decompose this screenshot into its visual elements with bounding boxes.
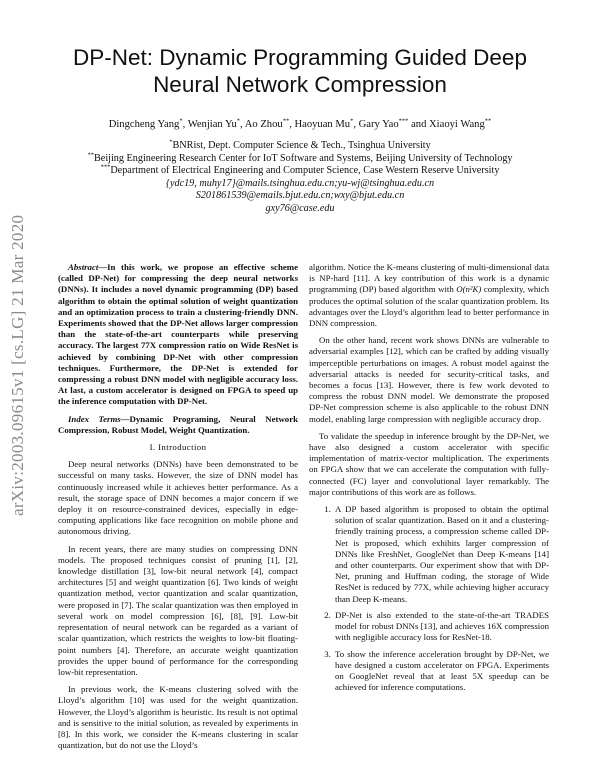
author-mark: ** [484, 117, 492, 125]
body-paragraph [309, 262, 549, 329]
paragraph-text: complexity, which produces the optimal solution of the scalar quantization problem. Its advantages over the Lloyd’s algorithm lead to better performance in DNN compression. [309, 284, 550, 329]
affiliation-block [40, 140, 560, 216]
section-heading-introduction: I. Introduction [149, 442, 207, 453]
author-mark: * [236, 117, 240, 125]
paper-title: DP-Net: Dynamic Programming Guided Deep Neural Network Compression [73, 45, 527, 97]
author-name: Haoyuan Mu [294, 119, 351, 130]
email-line: S201861539@emails.bjut.edu.cn;wxy@bjut.edu.cn [195, 190, 405, 202]
author-conjunction: and [411, 119, 427, 130]
contributions-list [309, 504, 549, 693]
author-mark: *** [398, 117, 409, 125]
affiliation-mark: * [169, 138, 173, 146]
author-mark: * [350, 117, 354, 125]
abstract-body: —In this work, we propose an effective scheme (called DP-Net) for compressing the deep neural networks (DNNs). It includes a novel dynamic programming (DP) based algorithm to obtain the optimal solution of weight quantization and an optimization process to train a clustering-friendly DNN. Experiments showed that the DP-Net allows larger compression than the state-of-the-art counterparts while preserving accuracy. The largest 77X compression ratio on Wide ResNet is achieved by combining DP-Net with other compression techniques. Furthermore, the DP-Net is extended for compressing a robust DNN model with negligible accuracy loss. At last, a custom accelerator is designed on FPGA to speed up the inference computation with DP-Net. [58, 262, 298, 407]
body-paragraph: In recent years, there are many studies on compressing DNN models. The proposed techniques consist of pruning [1], [2], knowledge distillation [3], low-bit neural network [4], compact architectures [5] and weight quantization [6]. Two kinds of weight quantization method, vector quantization and scalar quantization, were proposed in [7]. The scalar quantization was then employed in several work on model compression [6], [8], [9]. Low-bit representation of neural network can be regarded as a variant of scalar quantization, which restricts the weights to low-bit floating-point numbers [4]. Therefore, an accurate weight quantization provides the upper bound of performance for the corresponding low-bit representation. [58, 543, 298, 677]
affiliation-line [40, 165, 560, 178]
email-line: {ydc19, muhy17}@mails.tsinghua.edu.cn;yu-wj@tsinghua.edu.cn [165, 177, 435, 189]
list-item: 2. DP-Net is also extended to the state-of-the-art TRADES model for robust DNNs [13], and achieves 16X compression with negligible accuracy loss for ResNet-18. [333, 610, 549, 644]
list-item: 1. A DP based algorithm is proposed to obtain the optimal solution of scalar quantization. Based on it and a clustering-friendly training process, a compression scheme called DP-Net is proposed, which exhibits larger compression of DNNs like FreshNet, GoogleNet than Deep K-means [14] and other counterparts. Our experiment show that with DP-Net, pruning and Huffman coding, the storage of Wide ResNet is reduced by 77X, while achieving higher accuracy than Deep K-means. [333, 504, 549, 605]
author-name: Wenjian Yu [187, 119, 237, 130]
affiliation-text: Beijing Engineering Research Center for IoT Software and Systems, Beijing University of Technology [94, 152, 513, 164]
author-name: Gary Yao [358, 119, 399, 130]
author-mark: * [179, 117, 183, 125]
arxiv-identifier: arXiv:2003.09615v1 [cs.LG] 21 Mar 2020 [8, 214, 27, 516]
abstract [58, 262, 298, 408]
left-column [58, 262, 298, 757]
body-paragraph: In previous work, the K-means clustering solved with the Lloyd’s algorithm [10] was used for the weight quantization. However, the Lloyd’s algorithm is heuristic. Its result is not optimal and is sensitive to the initial solution, as revealed by experiments in [8]. In this work, we consider the K-means clustering in scalar quantization, but do not use the Lloyd’s [58, 684, 298, 751]
index-terms-label: Index Terms [68, 413, 121, 424]
affiliation-line [40, 153, 560, 166]
affiliation-mark: *** [100, 163, 111, 171]
right-column [309, 262, 549, 698]
author-name: Xiaoyi Wang [429, 119, 485, 130]
abstract-label: Abstract [68, 262, 99, 272]
author-name: Dingcheng Yang [108, 119, 180, 130]
affiliation-text: BNRist, Dept. Computer Science & Tech., Tsinghua University [172, 140, 431, 151]
index-terms [58, 414, 298, 436]
body-paragraph: To validate the speedup in inference brought by the DP-Net, we have also designed a custom accelerator with specific implementation of matrix-vector multiplication. The experiments on FPGA show that we can accelerate the computation with fully-connected (FC) layer and convolutional layer remarkably. The major contributions of this work are as follows. [309, 430, 549, 497]
author-name: Ao Zhou [244, 119, 283, 130]
affiliation-mark: ** [87, 151, 94, 159]
list-item: 3. To show the inference acceleration brought by DP-Net, we have designed a custom accelerator on FPGA. Experiments on GoogleNet reveal that at least 5X speedup can be achieved for inference computations. [333, 649, 549, 694]
email-line: gxy76@case.edu [265, 202, 335, 214]
affiliation-text: Department of Electrical Engineering and Computer Science, Case Western Reserve University [110, 165, 500, 177]
paragraph-text: algorithm. Notice the K-means clustering of multi-dimensional data is NP-hard [11]. A key contribution of this work is a dynamic programming (DP) based algorithm with [309, 262, 549, 295]
complexity-formula: O(n²K) [456, 284, 482, 295]
body-paragraph: Deep neural networks (DNNs) have been demonstrated to be successful on many tasks. However, the size of DNN model has continuously increased while it achieves better performance. As a result, the storage space of DNN becomes a major concern if we deploy it on resource-constrained devices, especially in edge-computing applications like face recognition on mobile phone and autonomous driving. [58, 459, 298, 537]
body-paragraph: On the other hand, recent work shows DNNs are vulnerable to adversarial examples [12], which can be crafted by adding visually imperceptible perturbations on images. A robust model against the adversarial attacks is needed for security-critical tasks, and becomes a focus [13]. However, there is few work devoted to compress the robust DNN model. We demonstrate the proposed DP-Net compression scheme is also applicable to the robust DNN model, enabling large compression with negligible accuracy drop. [309, 335, 549, 424]
index-terms-body: —Dynamic Programing, Neural Network Compression, Robust Model, Weight Quantization. [58, 413, 298, 435]
author-list: Dingcheng Yang*, Wenjian Yu*, Ao Zhou**, Haoyuan Mu*, Gary Yao*** and Xiaoyi Wang** [108, 117, 492, 130]
author-mark: ** [282, 117, 290, 125]
affiliation-line [40, 140, 560, 153]
